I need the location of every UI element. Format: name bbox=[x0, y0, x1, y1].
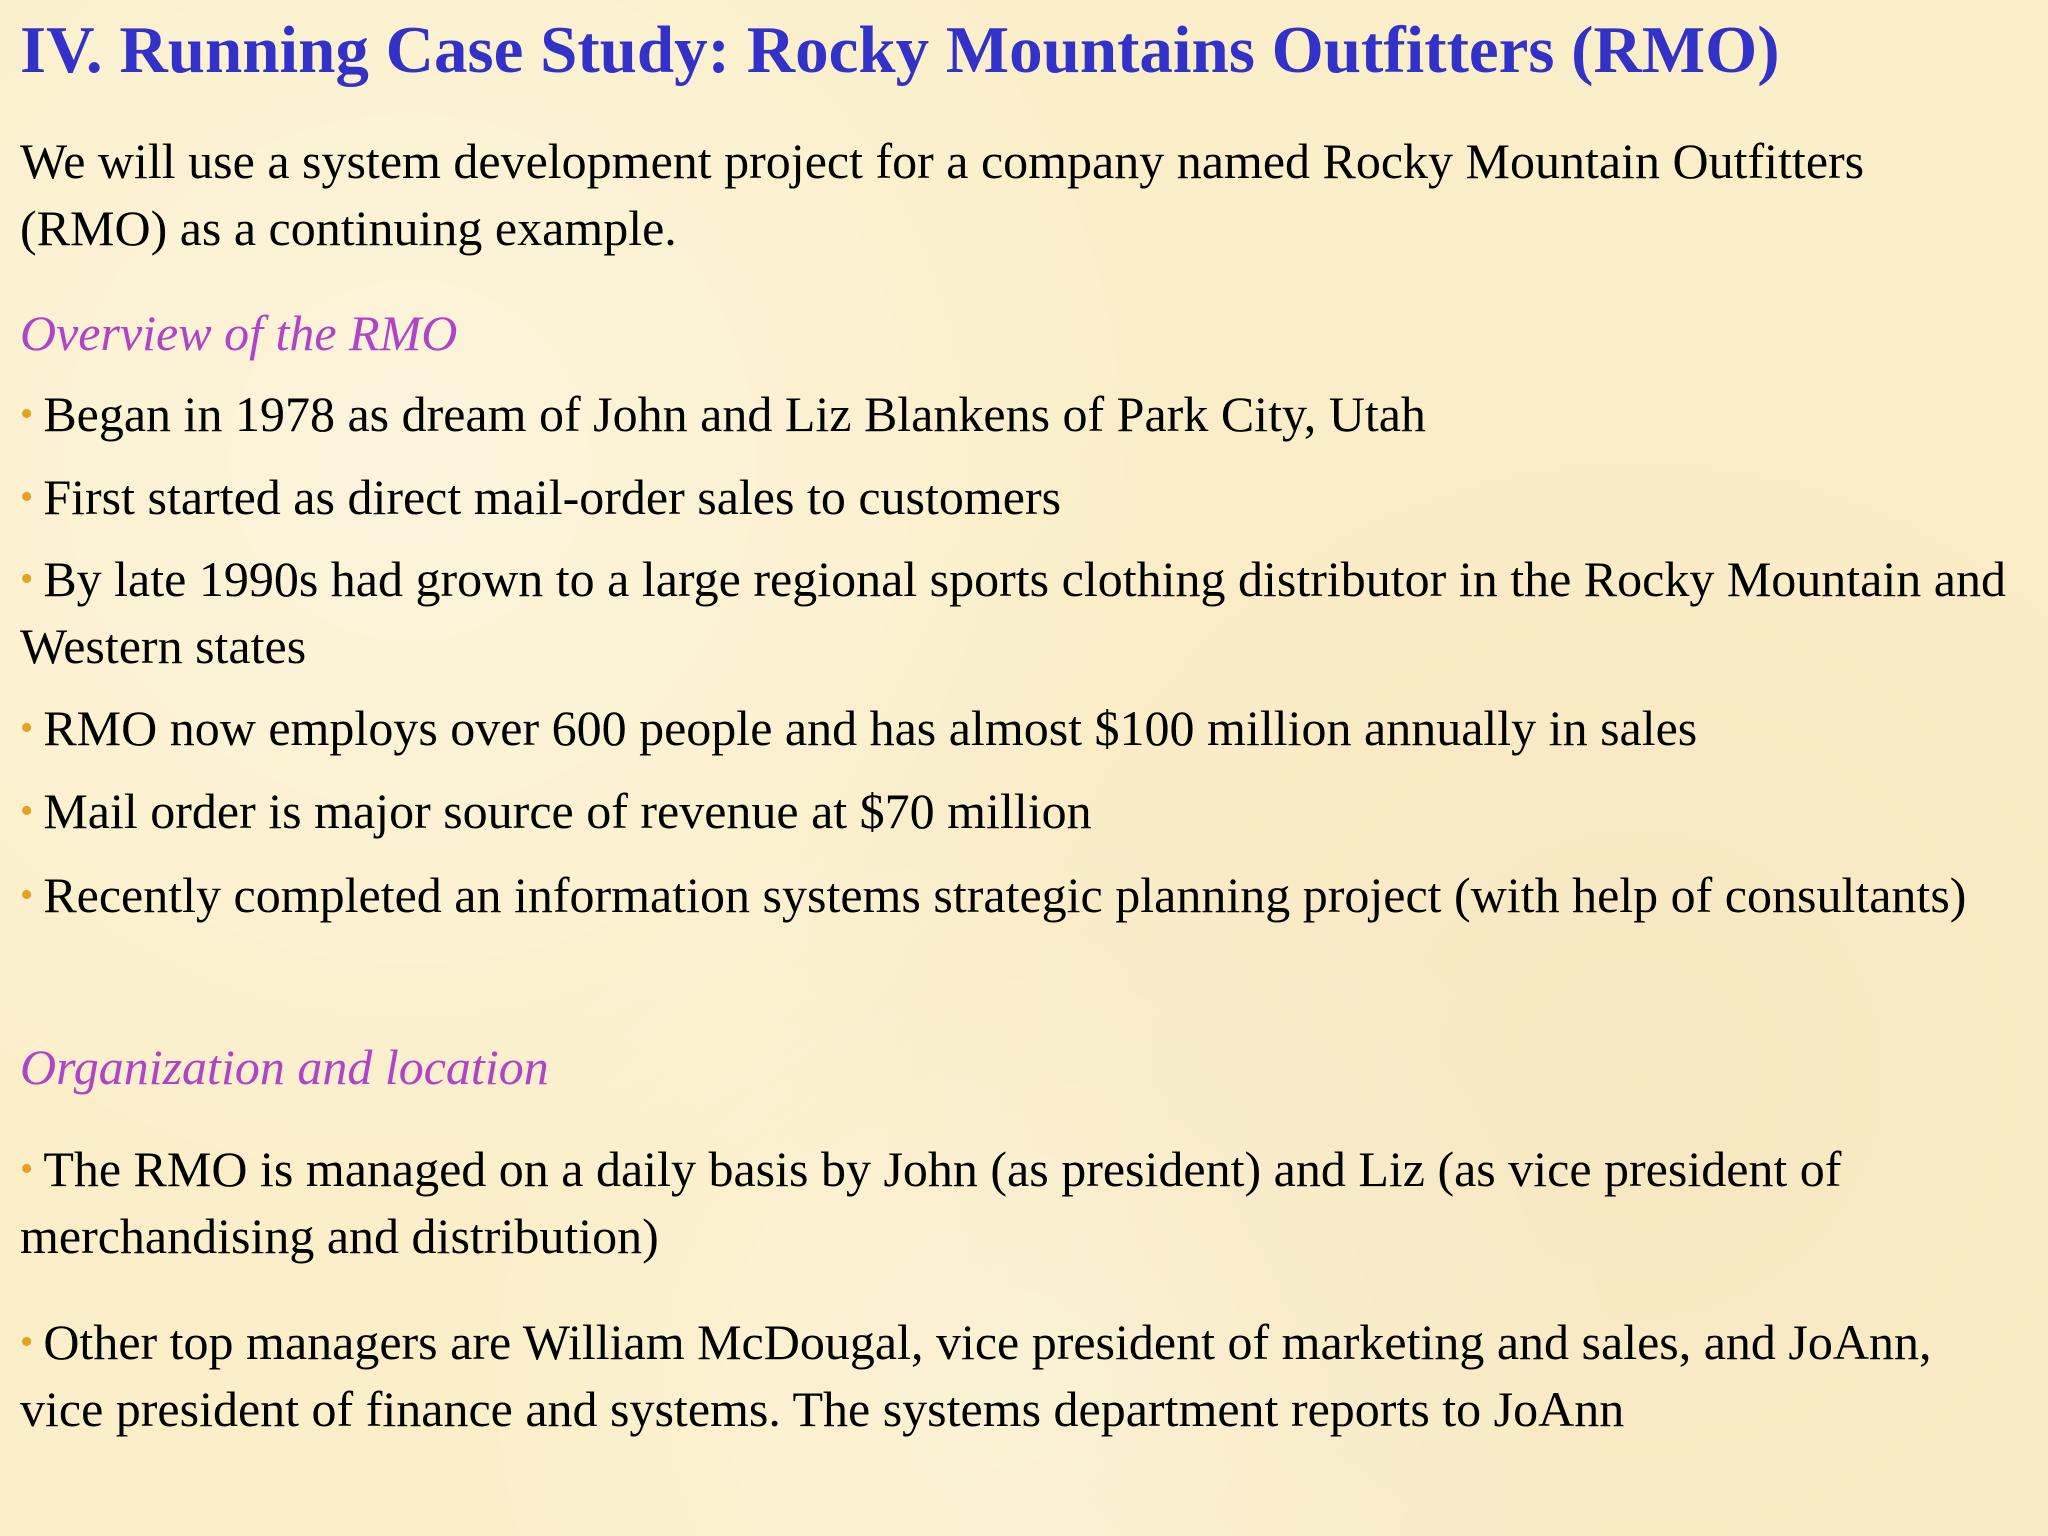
bullet-item bbox=[20, 381, 2010, 448]
bullet-item bbox=[20, 1136, 2010, 1270]
bullet-item bbox=[20, 464, 2010, 531]
bullet-text: RMO now employs over 600 people and has almost $100 million annually in sales bbox=[43, 700, 1698, 756]
bullet-item bbox=[20, 546, 2010, 680]
section-heading-overview: Overview of the RMO bbox=[20, 305, 458, 361]
intro-paragraph: We will use a system development project for a company named Rocky Mountain Outfitters (RMO) as a continuing example. bbox=[20, 133, 1865, 256]
bullet-icon: • bbox=[20, 558, 34, 600]
bullet-icon: • bbox=[20, 476, 34, 518]
bullet-text: Recently completed an information systems strategic planning project (with help of consultants) bbox=[43, 867, 1967, 923]
section-heading-organization: Organization and location bbox=[20, 1039, 549, 1095]
bullet-text: By late 1990s had grown to a large regional sports clothing distributor in the Rocky Mountain and Western states bbox=[20, 551, 2006, 674]
bullet-icon: • bbox=[20, 707, 34, 749]
bullet-item bbox=[20, 1309, 2010, 1443]
slide-title: IV. Running Case Study: Rocky Mountains Outfitters (RMO) bbox=[20, 13, 1780, 87]
bullet-icon: • bbox=[20, 790, 34, 832]
bullet-text: First started as direct mail-order sales to customers bbox=[43, 469, 1062, 525]
bullet-item bbox=[20, 778, 2010, 845]
bullet-text: The RMO is managed on a daily basis by John (as president) and Liz (as vice president of merchandising and distribution) bbox=[20, 1141, 1842, 1264]
bullet-text: Began in 1978 as dream of John and Liz Blankens of Park City, Utah bbox=[43, 386, 1426, 442]
bullet-text: Mail order is major source of revenue at $70 million bbox=[43, 783, 1092, 839]
bullet-item bbox=[20, 862, 2010, 929]
bullet-item bbox=[20, 695, 2010, 762]
bullet-text: Other top managers are William McDougal, vice president of marketing and sales, and JoAnn, vice president of finance and systems. The systems department reports to JoAnn bbox=[20, 1314, 1932, 1437]
bullet-icon: • bbox=[20, 874, 34, 916]
bullet-icon: • bbox=[20, 1148, 34, 1190]
bullet-icon: • bbox=[20, 1321, 34, 1363]
bullet-icon: • bbox=[20, 393, 34, 435]
